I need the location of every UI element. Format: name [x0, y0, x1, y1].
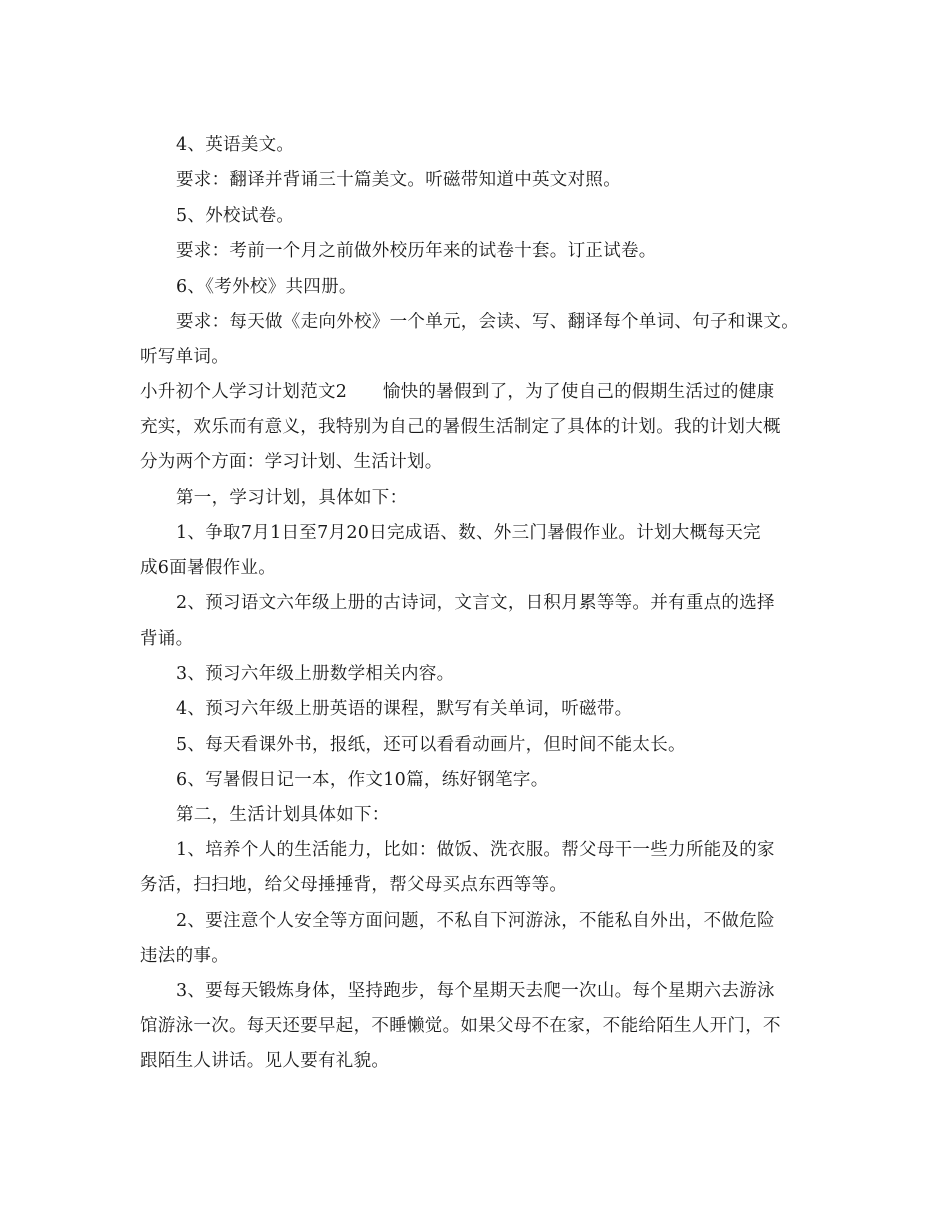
text-line: 馆游泳一次。每天还要早起，不睡懒觉。如果父母不在家，不能给陌生人开门，不	[140, 1016, 781, 1036]
text-line: 分为两个方面：学习计划、生活计划。	[140, 452, 443, 472]
text-line: 第一，学习计划，具体如下：	[176, 488, 408, 508]
text-line: 6、写暑假日记一本，作文10篇，练好钢笔字。	[176, 770, 549, 790]
text-line: 要求：考前一个月之前做外校历年来的试卷十套。订正试卷。	[176, 241, 657, 261]
text-line: 背诵。	[140, 629, 194, 649]
text-line: 4、英语美文。	[176, 135, 295, 155]
text-line: 要求：翻译并背诵三十篇美文。听磁带知道中英文对照。	[176, 170, 621, 190]
text-line: 务活，扫扫地，给父母捶捶背，帮父母买点东西等等。	[140, 875, 568, 895]
text-line: 跟陌生人讲话。见人要有礼貌。	[140, 1051, 390, 1071]
text-line: 充实，欢乐而有意义，我特别为自己的暑假生活制定了具体的计划。我的计划大概	[140, 417, 781, 437]
text-line: 5、外校试卷。	[176, 206, 295, 226]
text-line: 3、要每天锻炼身体，坚持跑步，每个星期天去爬一次山。每个星期六去游泳	[176, 981, 775, 1001]
text-line: 1、培养个人的生活能力，比如：做饭、洗衣服。帮父母干一些力所能及的家	[176, 840, 775, 860]
text-line: 6、《考外校》共四册。	[176, 277, 357, 297]
text-line: 1、争取7月1日至7月20日完成语、数、外三门暑假作业。计划大概每天完	[176, 523, 761, 543]
text-line: 听写单词。	[140, 347, 229, 367]
text-line: 要求：每天做《走向外校》一个单元，会读、写、翻译每个单词、句子和课文。	[176, 312, 799, 332]
text-line: 违法的事。	[140, 946, 229, 966]
text-line: 2、要注意个人安全等方面问题，不私自下河游泳，不能私自外出，不做危险	[176, 911, 775, 931]
text-line: 成6面暑假作业。	[140, 558, 277, 578]
text-line: 小升初个人学习计划范文2 愉快的暑假到了，为了使自己的假期生活过的健康	[140, 382, 775, 402]
text-line: 第二，生活计划具体如下：	[176, 805, 390, 825]
text-line: 5、每天看课外书，报纸，还可以看看动画片，但时间不能太长。	[176, 735, 686, 755]
text-line: 3、预习六年级上册数学相关内容。	[176, 664, 455, 684]
text-line: 2、预习语文六年级上册的古诗词，文言文，日积月累等等。并有重点的选择	[176, 593, 775, 613]
text-line: 4、预习六年级上册英语的课程，默写有关单词，听磁带。	[176, 699, 633, 719]
